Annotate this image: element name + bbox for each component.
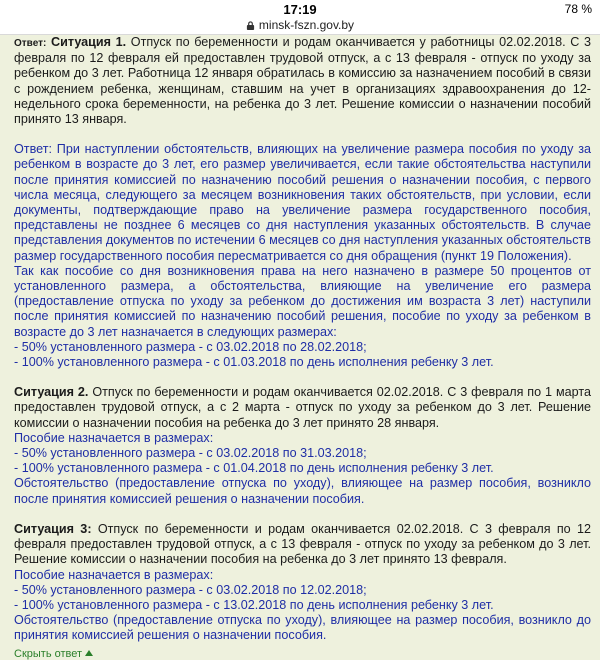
address-bar[interactable] [0, 18, 600, 32]
hide-answer-label: Скрыть ответ [14, 647, 83, 660]
answer-line-1: - 50% установленного размера - с 03.02.2018 по 28.02.2018; [14, 339, 367, 354]
battery-level: 78 % [564, 2, 592, 16]
situation-1 [14, 35, 591, 127]
situation-2 [14, 385, 591, 507]
situation-2-heading: Пособие назначается в размерах: [14, 430, 214, 445]
situation-3-heading: Пособие назначается в размерах: [14, 567, 214, 582]
triangle-up-icon [85, 650, 93, 656]
answer-block [14, 142, 591, 370]
situation-3-text: Отпуск по беременности и родам оканчивается 02.02.2018. С 3 февраля по 12 февраля предоставлен трудовой отпуск, а с 13 февраля - отпуск по уходу за ребенком до 3 лет. Решение комиссии о назначении пособия на ребенка до 3 лет принято 13 февраля. [14, 521, 591, 567]
answer-line-2: - 100% установленного размера - с 01.03.2018 по день исполнения ребенку 3 лет. [14, 355, 494, 370]
situation-1-title: Ситуация 1. [51, 35, 127, 49]
situation-2-text: Отпуск по беременности и родам оканчивается 02.02.2018. С 3 февраля по 1 марта предоставлен трудовой отпуск, а с 2 марта - отпуск по уходу за ребенком до 3 лет. Решение комиссии о назначении пособия на ребенка до 3 лет принято 28 января. [14, 385, 591, 430]
status-bar [0, 0, 600, 35]
hide-answer-link[interactable] [14, 648, 591, 660]
answer-para-1: Ответ: При наступлении обстоятельств, влияющих на увеличение размера пособия по уходу за ребенком в возрасте до 3 лет, его размер увеличивается, если такие обстоятельства наступили после принятия комиссией по назначению пособий решения о назначении пособия, с первого числа месяца, следующего за месяцем возникновения таких обстоятельств, при условии, если документы, подтверждающие право на увеличение размера государственного пособия, представлены не позднее 6 месяцев со дня наступления указанных обстоятельств. В случае представления документов по истечении 6 месяцев со дня наступления указанных обстоятельств размер государственного пособия пересматривается со дня обращения (пункт 19 Положения). [14, 142, 591, 263]
answer-para-2: Так как пособие со дня возникновения права на него назначено в размере 50 процентов от установленного размера, а обстоятельства, влияющие на увеличение его размера (предоставление отпуска по уходу за ребенком до достижения им возраста 3 лет) наступили после принятия комиссией по назначению пособий решения, пособие по уходу за ребенком в возрасте до 3 лет назначается в следующих размерах: [14, 263, 591, 339]
article-content [0, 35, 600, 660]
url-text: minsk-fszn.gov.by [258, 18, 355, 32]
situation-1-text: Отпуск по беременности и родам оканчивается у работницы 02.02.2018. С 3 февраля по 12 февраля ей предоставлен трудовой отпуск, а с 13 февраля - отпуск по уходу за ребенком до 3 лет. Работница 12 января обратилась в комиссию за назначением пособий в связи с рождением ребенка, женщинам, ставшим на учет в организациях здравоохранения до 12-недельного срока беременности, на ребенка до 3 лет. Решение комиссии о назначении пособий принято 13 января. [14, 35, 591, 127]
status-time: 17:19 [283, 2, 317, 17]
situation-2-line-1: - 50% установленного размера - с 03.02.2018 по 31.03.2018; [14, 446, 367, 461]
situation-3 [14, 522, 591, 644]
situation-3-note: Обстоятельство (предоставление отпуска по уходу), влияющее на размер пособия, возникло до принятия комиссией решения о назначении пособия. [14, 613, 591, 643]
situation-2-note: Обстоятельство (предоставление отпуска по уходу), влияющее на размер пособия, возникло после принятия комиссией решения о назначении пособия. [14, 476, 591, 506]
situation-2-line-2: - 100% установленного размера - с 01.04.2018 по день исполнения ребенку 3 лет. [14, 461, 494, 476]
answer-prefix: Ответ: [14, 38, 47, 49]
lock-icon [246, 21, 255, 30]
situation-2-title: Ситуация 2. [14, 385, 89, 400]
situation-3-title: Ситуация 3: [14, 521, 92, 536]
situation-3-line-2: - 100% установленного размера - с 13.02.2018 по день исполнения ребенку 3 лет. [14, 597, 494, 612]
situation-3-line-1: - 50% установленного размера - с 03.02.2018 по 12.02.2018; [14, 582, 367, 597]
